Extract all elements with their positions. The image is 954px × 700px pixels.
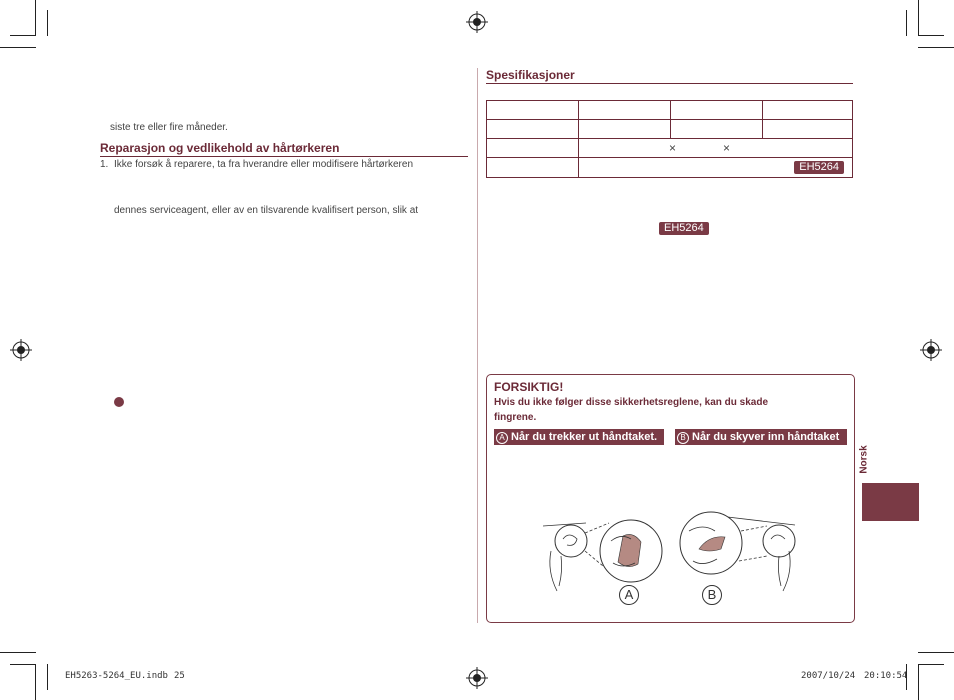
caption-tag-b — [675, 429, 847, 445]
spec-table — [486, 100, 853, 178]
model-badge: EH5264 — [659, 222, 709, 235]
table-cell — [763, 120, 853, 139]
times-symbol: × — [723, 141, 731, 155]
label-a-text: A — [624, 587, 634, 602]
table-cell — [763, 101, 853, 120]
registration-mark-icon — [466, 11, 488, 33]
crop-mark — [35, 0, 36, 36]
footer-filename: EH5263-5264_EU.indb — [65, 671, 168, 681]
crop-mark — [47, 664, 48, 690]
tag-text: Når du skyver inn håndtaket — [692, 431, 840, 443]
caution-text: fingrene. — [494, 412, 537, 423]
crop-mark — [10, 664, 36, 665]
table-row — [487, 158, 853, 178]
hand-illustration-b — [679, 511, 809, 611]
crop-mark — [0, 652, 36, 653]
registration-mark-icon — [466, 667, 488, 689]
caution-title: FORSIKTIG! — [494, 380, 564, 394]
section-heading: Spesifikasjoner — [486, 68, 575, 82]
crop-mark — [918, 47, 954, 48]
circle-a-icon: A — [496, 432, 508, 444]
crop-mark — [0, 47, 36, 48]
table-cell — [671, 101, 763, 120]
caution-text: Hvis du ikke følger disse sikkerhetsreglene, kan du skade — [494, 397, 769, 408]
table-cell — [487, 120, 579, 139]
table-row — [487, 120, 853, 139]
language-tab — [862, 483, 919, 521]
text-line: siste tre eller fire måneder. — [110, 122, 228, 133]
table-cell — [487, 158, 579, 178]
hand-illustration-a — [541, 511, 671, 611]
table-cell — [671, 120, 763, 139]
bullet-dot-icon — [114, 397, 124, 407]
registration-mark-icon — [10, 339, 32, 361]
list-item-text: Ikke forsøk å reparere, ta fra hverandre eller modifisere hårtørkeren — [114, 159, 414, 170]
table-cell — [579, 158, 853, 178]
table-cell — [579, 101, 671, 120]
times-symbol: × — [669, 141, 677, 155]
illustration-label-a — [619, 585, 639, 605]
illustration-label-b — [702, 585, 722, 605]
tag-text: Når du trekker ut håndtaket. — [511, 431, 658, 443]
caption-tag-a — [494, 429, 664, 445]
crop-mark — [906, 10, 907, 36]
table-cell — [487, 101, 579, 120]
language-label — [856, 444, 882, 480]
table-row — [487, 101, 853, 120]
section-heading: Reparasjon og vedlikehold av hårtørkeren — [100, 141, 340, 155]
model-badge-container — [659, 218, 709, 236]
label-b-text: B — [707, 587, 717, 602]
list-item-number: 1. — [100, 159, 109, 170]
footer-page: 25 — [174, 671, 185, 681]
caution-box — [486, 374, 855, 623]
crop-mark — [918, 0, 919, 36]
list-item-continuation: dennes serviceagent, eller av en tilsvarende kvalifisert person, slik at — [114, 205, 419, 216]
table-row — [487, 139, 853, 158]
circle-b-icon: B — [677, 432, 689, 444]
crop-mark — [918, 35, 944, 36]
crop-mark — [10, 35, 36, 36]
registration-mark-icon — [920, 339, 942, 361]
crop-mark — [918, 664, 944, 665]
footer-date: 2007/10/24 — [801, 671, 856, 681]
table-cell — [487, 139, 579, 158]
table-cell — [579, 139, 853, 158]
crop-mark — [47, 10, 48, 36]
footer-time: 20:10:54 — [864, 671, 908, 681]
language-label-text: Norsk — [858, 445, 870, 474]
table-cell — [579, 120, 671, 139]
heading-rule — [486, 83, 853, 84]
heading-rule — [100, 156, 468, 157]
crop-mark — [918, 652, 954, 653]
crop-mark — [35, 664, 36, 700]
crop-mark — [918, 664, 919, 700]
column-divider — [477, 68, 478, 623]
model-badge: EH5264 — [794, 161, 844, 174]
